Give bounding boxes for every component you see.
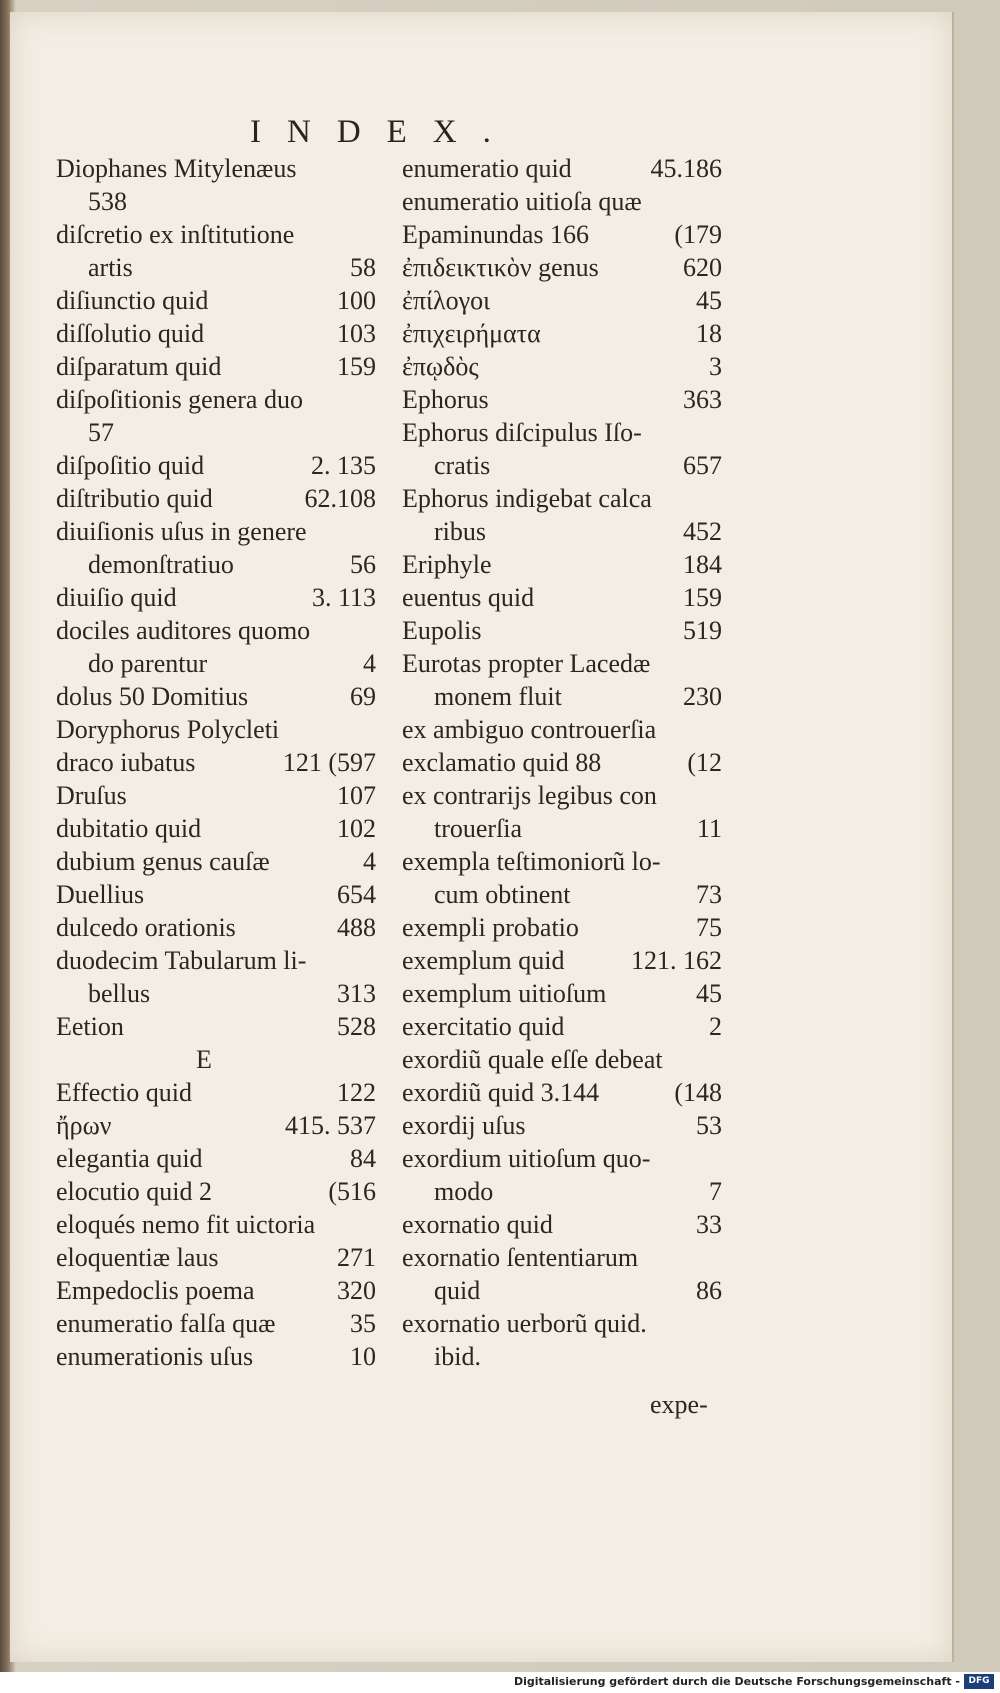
index-entry-term: dubitatio quid (56, 814, 202, 843)
index-entry-term: dolus 50 Domitius (56, 682, 249, 711)
index-entry-term: ἐπιχειρήματα (402, 319, 541, 348)
index-entry (56, 548, 376, 581)
index-entry-term: enumeratio uitioſa quæ (402, 187, 642, 216)
index-entry (56, 317, 376, 350)
index-entry-term: Duellius (56, 880, 145, 909)
index-entry (56, 1010, 376, 1043)
index-entry-page: 107 (337, 781, 376, 810)
index-entry-term: Ephorus indigebat calca (402, 484, 652, 513)
index-entry (402, 152, 722, 185)
index-entry-term: cum obtinent (434, 880, 571, 909)
index-entry-page: 45 (696, 286, 722, 315)
index-entry-page: 159 (337, 352, 376, 381)
index-entry (56, 218, 376, 251)
index-entry-term: enumeratio quid (402, 154, 572, 183)
index-entry (56, 1109, 376, 1142)
catchword: expe- (650, 1390, 708, 1419)
index-entry-term: exornatio quid (402, 1210, 553, 1239)
index-entry-page: 103 (337, 319, 376, 348)
index-entry-term: demonſtratiuo (88, 550, 234, 579)
index-entry-page: 18 (696, 319, 722, 348)
index-entry (56, 251, 376, 284)
index-entry (56, 1076, 376, 1109)
index-entry-term: diſtributio quid (56, 484, 213, 513)
index-entry (56, 449, 376, 482)
index-entry (402, 482, 722, 515)
index-entry-term: E (196, 1045, 212, 1074)
index-entry-page: 654 (337, 880, 376, 909)
index-entry-term: exercitatio quid (402, 1012, 565, 1041)
index-entry (56, 350, 376, 383)
index-entry (56, 812, 376, 845)
index-entry-page: (148 (674, 1078, 722, 1107)
index-entry-term: dubium genus cauſæ (56, 847, 270, 876)
index-entry-page: 313 (337, 979, 376, 1008)
index-entry-term: exclamatio quid 88 (402, 748, 602, 777)
index-entry (402, 614, 722, 647)
book-page (10, 12, 954, 1662)
index-entry (402, 515, 722, 548)
index-entry-term: Eupolis (402, 616, 482, 645)
index-entry (56, 878, 376, 911)
index-entry (56, 1175, 376, 1208)
index-entry-term: Epaminundas 166 (402, 220, 590, 249)
index-entry (56, 614, 376, 647)
index-entry-page: 11 (696, 814, 722, 843)
index-entry-term: duodecim Tabularum li- (56, 946, 307, 975)
index-entry-term: Doryphorus Polycleti (56, 715, 280, 744)
index-entry (56, 1208, 376, 1241)
index-entry-term: do parentur (88, 649, 208, 678)
index-entry-page: 271 (337, 1243, 376, 1272)
index-column-left (56, 152, 376, 1373)
index-entry (402, 1076, 722, 1109)
index-entry-term: quid (434, 1276, 481, 1305)
index-entry (402, 1307, 722, 1340)
index-entry-term: eloqués nemo fit uictoria (56, 1210, 316, 1239)
index-entry (402, 1175, 722, 1208)
footer-bar (0, 1672, 1000, 1693)
index-entry (56, 284, 376, 317)
index-entry-term: diſcretio ex inſtitutione (56, 220, 295, 249)
index-entry-page: 159 (683, 583, 722, 612)
index-entry-term: euentus quid (402, 583, 535, 612)
index-entry-term: Empedoclis poema (56, 1276, 255, 1305)
index-entry-term: exordij uſus (402, 1111, 526, 1140)
index-entry-page: 121. 162 (631, 946, 722, 975)
index-entry-term: monem fluit (434, 682, 562, 711)
index-entry-page: 62.108 (304, 484, 376, 513)
index-entry (402, 647, 722, 680)
index-entry-page: 45.186 (650, 154, 722, 183)
index-entry-page: 35 (350, 1309, 376, 1338)
index-entry-term: exordium uitioſum quo- (402, 1144, 651, 1173)
index-entry (56, 581, 376, 614)
index-entry (402, 1340, 722, 1373)
index-entry (56, 515, 376, 548)
index-entry-page: 2. 135 (311, 451, 376, 480)
index-entry-page: 7 (709, 1177, 722, 1206)
index-entry-page: 84 (350, 1144, 376, 1173)
index-entry-term: ἐπιδεικτικὸν genus (402, 253, 599, 282)
index-entry (402, 845, 722, 878)
index-entry (402, 878, 722, 911)
index-entry-page: 620 (683, 253, 722, 282)
index-entry-term: ἤρων (56, 1111, 112, 1140)
index-entry (56, 1241, 376, 1274)
index-entry-page: 3. 113 (311, 583, 376, 612)
index-entry (56, 1307, 376, 1340)
index-entry-page: 86 (696, 1276, 722, 1305)
index-entry (402, 977, 722, 1010)
index-entry-term: 57 (88, 418, 114, 447)
index-entry-page: 363 (683, 385, 722, 414)
index-entry-term: diuiſio quid (56, 583, 177, 612)
index-entry-term: diſſolutio quid (56, 319, 205, 348)
index-entry-term: ibid. (434, 1342, 481, 1371)
index-entry (402, 713, 722, 746)
index-entry (402, 1010, 722, 1043)
index-entry-term: Druſus (56, 781, 127, 810)
index-entry-page: 121 (597 (282, 748, 376, 777)
index-entry-page: 33 (696, 1210, 722, 1239)
index-entry (402, 548, 722, 581)
index-entry-page: 58 (350, 253, 376, 282)
index-entry-page: 10 (350, 1342, 376, 1371)
page-header: INDEX. (250, 114, 517, 150)
index-entry-page: 519 (683, 616, 722, 645)
index-entry-page: 415. 537 (285, 1111, 376, 1140)
index-entry (56, 713, 376, 746)
index-entry (56, 845, 376, 878)
index-entry-page: 230 (683, 682, 722, 711)
index-entry-term: ἐπίλογοι (402, 286, 491, 315)
index-entry (402, 350, 722, 383)
index-entry (402, 944, 722, 977)
index-entry (402, 1208, 722, 1241)
index-entry-term: artis (88, 253, 133, 282)
index-entry-page: 56 (350, 550, 376, 579)
index-entry-term: exemplum quid (402, 946, 565, 975)
index-entry (402, 581, 722, 614)
index-entry (56, 152, 376, 185)
index-entry (56, 647, 376, 680)
index-column-right (402, 152, 722, 1373)
index-entry (402, 416, 722, 449)
index-entry-term: Ephorus (402, 385, 489, 414)
index-entry (402, 1109, 722, 1142)
index-entry-term: elocutio quid 2 (56, 1177, 212, 1206)
index-entry-page: 73 (696, 880, 722, 909)
index-entry (402, 680, 722, 713)
index-entry-term: exornatio uerborũ quid. (402, 1309, 647, 1338)
index-entry (402, 779, 722, 812)
index-entry-page: 4 (363, 649, 376, 678)
index-entry-term: draco iubatus (56, 748, 196, 777)
index-entry (56, 911, 376, 944)
index-entry-term: exempla teſtimoniorũ lo- (402, 847, 661, 876)
index-entry (402, 251, 722, 284)
index-entry-term: Eriphyle (402, 550, 492, 579)
index-entry-term: ex ambiguo controuerſia (402, 715, 657, 744)
index-entry-term: exemplum uitioſum (402, 979, 607, 1008)
index-entry (402, 317, 722, 350)
index-entry (56, 944, 376, 977)
index-entry (402, 449, 722, 482)
index-entry (56, 1340, 376, 1373)
index-entry-term: eloquentiæ laus (56, 1243, 219, 1272)
index-entry (56, 383, 376, 416)
index-entry-term: diſiunctio quid (56, 286, 209, 315)
index-entry-page: 4 (363, 847, 376, 876)
index-entry (56, 680, 376, 713)
index-entry-page: 488 (337, 913, 376, 942)
index-entry-page: (179 (674, 220, 722, 249)
index-entry (56, 482, 376, 515)
index-entry-term: diſparatum quid (56, 352, 222, 381)
index-entry-term: ex contrarijs legibus con (402, 781, 657, 810)
footer-credit: Digitalisierung gefördert durch die Deutsche Forschungsgemeinschaft - (513, 1675, 960, 1688)
index-entry (402, 1142, 722, 1175)
index-entry (56, 416, 376, 449)
index-entry-page: 75 (696, 913, 722, 942)
index-entry-term: exordiũ quid 3.144 (402, 1078, 600, 1107)
index-entry-term: Effectio quid (56, 1078, 192, 1107)
index-entry-term: modo (434, 1177, 494, 1206)
index-entry (402, 1274, 722, 1307)
index-entry-page: 122 (337, 1078, 376, 1107)
index-entry-page: 69 (350, 682, 376, 711)
index-entry (402, 1043, 722, 1076)
index-entry-page: 184 (683, 550, 722, 579)
index-entry-term: Eetion (56, 1012, 124, 1041)
index-entry-page: 657 (683, 451, 722, 480)
index-entry-page: 452 (683, 517, 722, 546)
index-entry-term: enumerationis uſus (56, 1342, 254, 1371)
index-entry-page: 320 (337, 1276, 376, 1305)
index-entry (56, 185, 376, 218)
index-entry-term: diſpoſitionis genera duo (56, 385, 303, 414)
index-entry (402, 746, 722, 779)
dfg-logo-icon: DFG (964, 1674, 994, 1689)
index-entry (402, 911, 722, 944)
index-entry (56, 779, 376, 812)
index-entry-term: ribus (434, 517, 486, 546)
index-entry (56, 977, 376, 1010)
index-entry-term: Eurotas propter Lacedæ (402, 649, 651, 678)
index-entry (402, 218, 722, 251)
index-entry (402, 812, 722, 845)
index-entry-term: enumeratio falſa quæ (56, 1309, 276, 1338)
index-entry (402, 185, 722, 218)
index-entry (56, 1142, 376, 1175)
index-entry-page: 100 (337, 286, 376, 315)
index-entry-page: (12 (687, 748, 722, 777)
index-entry-term: exordiũ quale eſſe debeat (402, 1045, 663, 1074)
index-entry-term: dulcedo orationis (56, 913, 236, 942)
index-entry (402, 1241, 722, 1274)
index-entry-page: 45 (696, 979, 722, 1008)
index-entry-page: 53 (696, 1111, 722, 1140)
index-entry-page: 528 (337, 1012, 376, 1041)
index-entry-page: (516 (328, 1177, 376, 1206)
index-entry (56, 746, 376, 779)
index-entry-term: 538 (88, 187, 127, 216)
index-entry-term: trouerſia (434, 814, 523, 843)
index-entry-term: exempli probatio (402, 913, 579, 942)
index-entry-page: 3 (709, 352, 722, 381)
index-entry-term: ἐπῳδὸς (402, 352, 479, 381)
index-entry-term: diſpoſitio quid (56, 451, 205, 480)
index-entry-term: cratis (434, 451, 491, 480)
index-entry-term: elegantia quid (56, 1144, 203, 1173)
index-entry (402, 284, 722, 317)
index-entry-term: exornatio ſententiarum (402, 1243, 639, 1272)
index-entry-page: 2 (709, 1012, 722, 1041)
index-entry-term: Diophanes Mitylenæus (56, 154, 297, 183)
index-entry (402, 383, 722, 416)
index-entry-term: dociles auditores quomo (56, 616, 311, 645)
index-entry (56, 1043, 376, 1076)
index-entry-term: bellus (88, 979, 151, 1008)
index-entry (56, 1274, 376, 1307)
index-entry-term: diuiſionis uſus in genere (56, 517, 307, 546)
index-entry-term: Ephorus diſcipulus Iſo- (402, 418, 642, 447)
index-entry-page: 102 (337, 814, 376, 843)
